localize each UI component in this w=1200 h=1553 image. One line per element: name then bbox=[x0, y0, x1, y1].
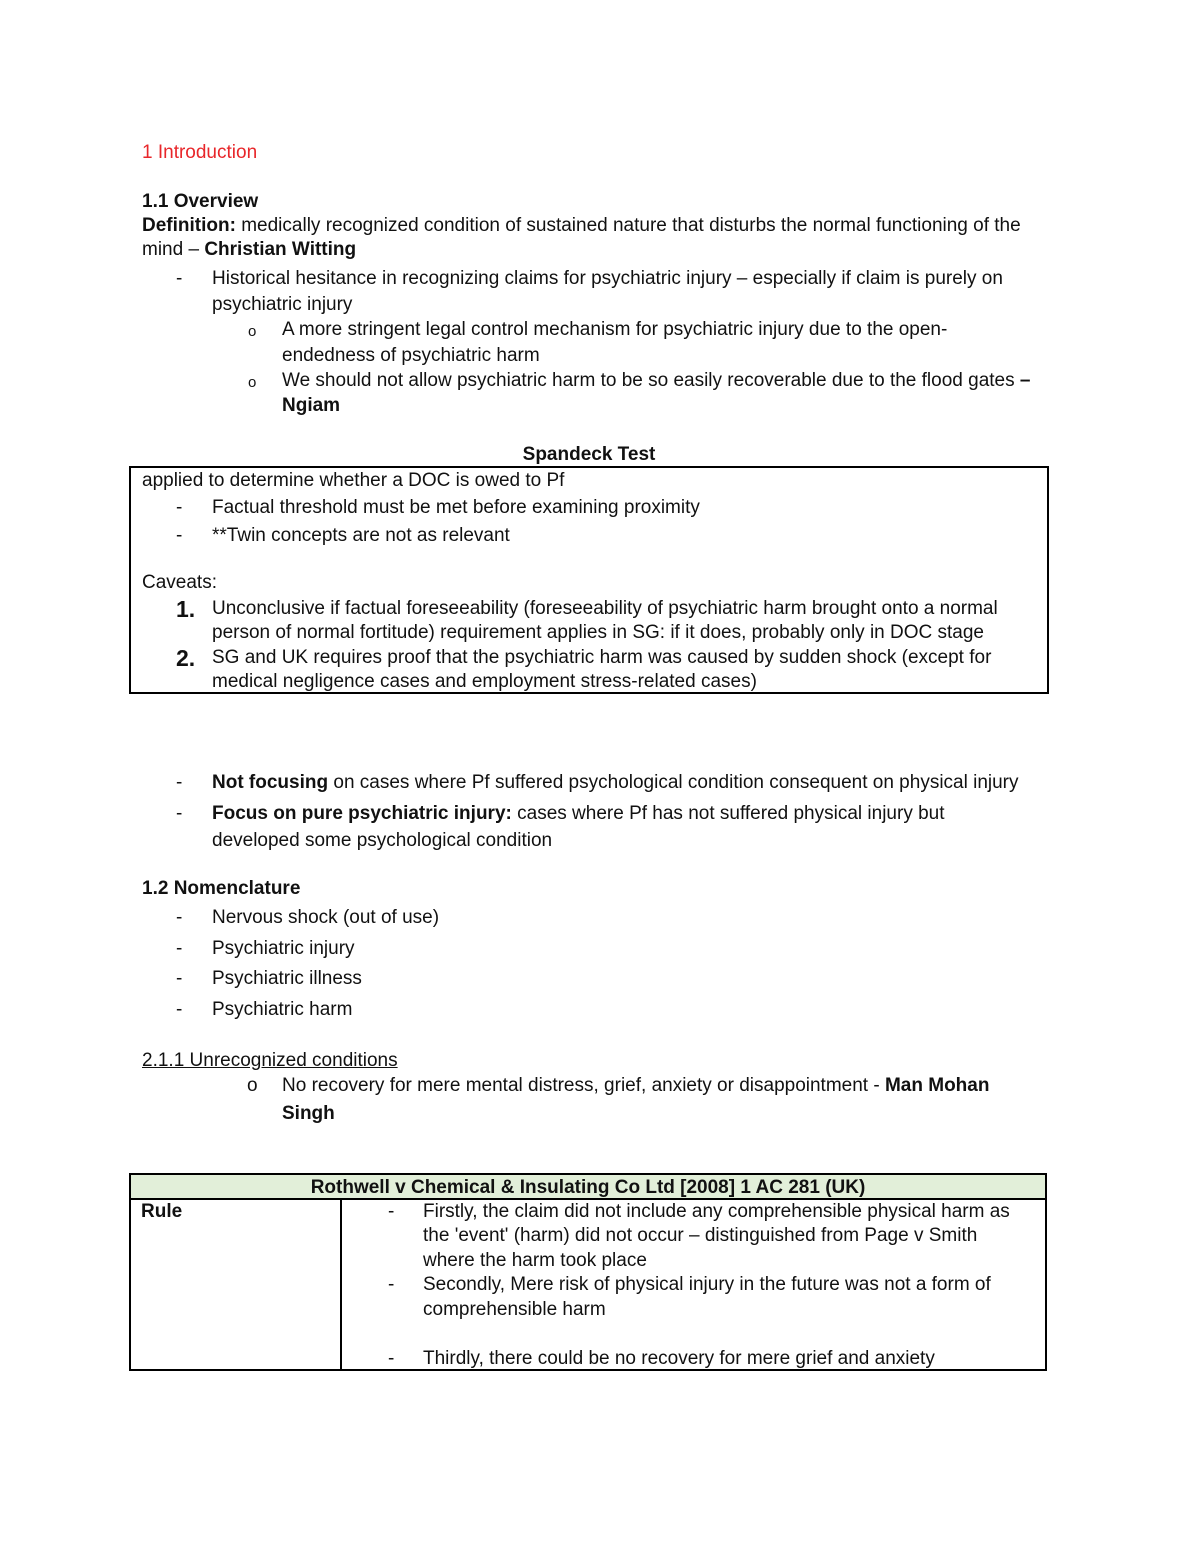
case-point-1-line-2: the 'event' (harm) did not occur – distinguished from Page v Smith bbox=[423, 1225, 978, 1246]
overview-bullet-line-2: psychiatric injury bbox=[212, 294, 353, 315]
bullet-marker: - bbox=[388, 1348, 395, 1369]
nomenclature-item: Nervous shock (out of use) bbox=[212, 907, 440, 928]
unrecognized-text: No recovery for mere mental distress, grief, anxiety or disappointment - bbox=[282, 1075, 880, 1096]
caveat-1-line-2: person of normal fortitude) requirement applies in SG: if it does, probably only in DOC stage bbox=[212, 622, 984, 643]
sub-bullet-1-line-1: A more stringent legal control mechanism for psychiatric injury due to the open- bbox=[282, 319, 948, 340]
sub-bullet-marker: o bbox=[248, 374, 257, 391]
caveat-2-line-2: medical negligence cases and employment stress-related cases) bbox=[212, 671, 757, 692]
caveat-number-2: 2. bbox=[176, 645, 196, 671]
section-heading-introduction: 1 Introduction bbox=[142, 142, 258, 163]
bullet-marker: - bbox=[176, 999, 183, 1020]
nomenclature-heading: 1.2 Nomenclature bbox=[142, 878, 301, 899]
spandeck-bullet-1: Factual threshold must be met before examining proximity bbox=[212, 497, 700, 518]
case-point-1-line-3: where the harm took place bbox=[423, 1250, 647, 1271]
sub-bullet-2-text: We should not allow psychiatric harm to be so easily recoverable due to the flood gates bbox=[282, 370, 1015, 391]
focus-item-1 bbox=[212, 771, 1019, 795]
nomenclature-item: Psychiatric illness bbox=[212, 968, 362, 989]
bullet-marker: - bbox=[176, 907, 183, 928]
definition-line-1 bbox=[142, 214, 1021, 238]
case-point-1-line-1: Firstly, the claim did not include any comprehensible physical harm as bbox=[423, 1201, 1010, 1222]
unrecognized-marker: o bbox=[247, 1075, 258, 1096]
caveat-2-line-1: SG and UK requires proof that the psychiatric harm was caused by sudden shock (except for bbox=[212, 647, 992, 668]
sub-bullet-2-line-1 bbox=[282, 369, 1030, 393]
case-table-column-divider bbox=[340, 1200, 342, 1369]
caveats-label: Caveats: bbox=[142, 572, 217, 593]
case-table-row-label: Rule bbox=[141, 1201, 183, 1222]
case-table-title: Rothwell v Chemical & Insulating Co Ltd [2008] 1 AC 281 (UK) bbox=[310, 1177, 866, 1198]
bullet-marker: - bbox=[388, 1201, 395, 1222]
unrecognized-heading: 2.1.1 Unrecognized conditions bbox=[142, 1050, 398, 1071]
case-point-3-line-1: Thirdly, there could be no recovery for mere grief and anxiety bbox=[423, 1348, 935, 1369]
bullet-marker: - bbox=[176, 968, 183, 989]
focus-item-2 bbox=[212, 802, 945, 826]
bullet-marker: - bbox=[176, 525, 183, 546]
sub-bullet-2-dash: – bbox=[1019, 370, 1031, 391]
definition-label: Definition: bbox=[142, 215, 236, 236]
bullet-marker: - bbox=[176, 497, 183, 518]
case-point-2-line-2: comprehensible harm bbox=[423, 1299, 606, 1320]
bullet-marker: - bbox=[176, 268, 183, 289]
bullet-marker: - bbox=[176, 772, 183, 793]
overview-heading: 1.1 Overview bbox=[142, 191, 259, 212]
unrecognized-case-cont: Singh bbox=[282, 1103, 335, 1124]
definition-text-cont: mind – bbox=[142, 239, 200, 260]
focus-item-2-text: cases where Pf has not suffered physical injury but bbox=[517, 803, 945, 824]
case-point-2-line-1: Secondly, Mere risk of physical injury in the future was not a form of bbox=[423, 1274, 991, 1295]
focus-item-1-bold: Not focusing bbox=[212, 772, 329, 793]
definition-author: Christian Witting bbox=[204, 239, 357, 260]
overview-bullet-line-1: Historical hesitance in recognizing claims for psychiatric injury – especially if claim is purely on bbox=[212, 268, 1003, 289]
focus-item-1-text: on cases where Pf suffered psychological condition consequent on physical injury bbox=[333, 772, 1019, 793]
nomenclature-item: Psychiatric harm bbox=[212, 999, 353, 1020]
bullet-marker: - bbox=[176, 803, 183, 824]
unrecognized-case: Man Mohan bbox=[884, 1075, 990, 1096]
definition-text: medically recognized condition of sustained nature that disturbs the normal functioning of the bbox=[241, 215, 1021, 236]
sub-bullet-marker: o bbox=[248, 323, 257, 340]
unrecognized-line-1 bbox=[282, 1074, 989, 1098]
spandeck-intro: applied to determine whether a DOC is owed to Pf bbox=[142, 470, 565, 491]
definition-line-2 bbox=[142, 238, 356, 262]
spandeck-bullet-2: **Twin concepts are not as relevant bbox=[212, 525, 510, 546]
nomenclature-item: Psychiatric injury bbox=[212, 938, 355, 959]
focus-item-2-line-2: developed some psychological condition bbox=[212, 830, 553, 851]
bullet-marker: - bbox=[388, 1274, 395, 1295]
sub-bullet-1-line-2: endedness of psychiatric harm bbox=[282, 345, 540, 366]
focus-item-2-bold: Focus on pure psychiatric injury: bbox=[212, 803, 512, 824]
sub-bullet-2-author: Ngiam bbox=[282, 395, 341, 416]
spandeck-title: Spandeck Test bbox=[522, 444, 656, 465]
caveat-number-1: 1. bbox=[176, 596, 196, 622]
bullet-marker: - bbox=[176, 938, 183, 959]
caveat-1-line-1: Unconclusive if factual foreseeability (foreseeability of psychiatric harm brought onto a normal bbox=[212, 598, 998, 619]
